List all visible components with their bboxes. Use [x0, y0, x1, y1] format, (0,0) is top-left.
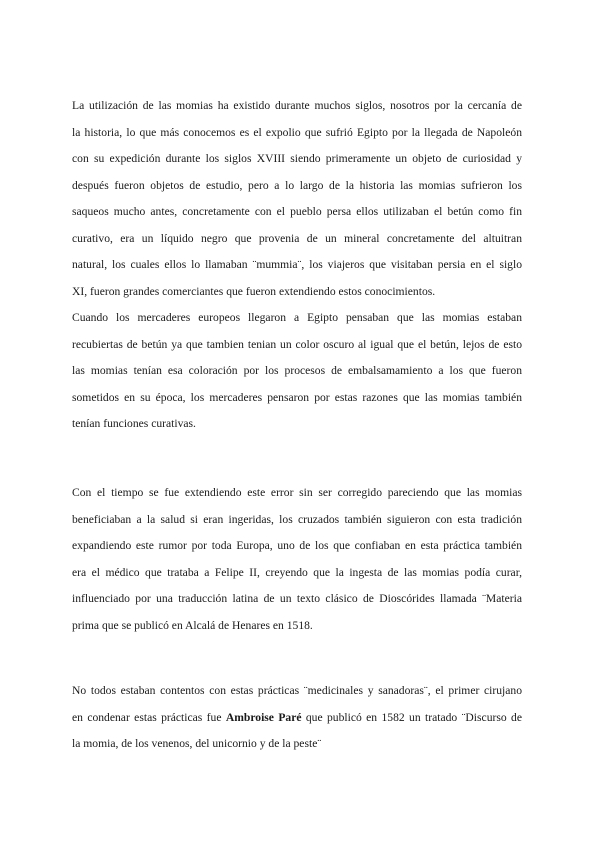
paragraph-line: Con el tiempo se fue extendiendo este error sin ser corregido pareciendo que las momias — [72, 486, 522, 499]
paragraph-line: influenciado por una traducción latina de un texto clásico de Dioscórides llamada ¨Materia — [72, 592, 522, 605]
line-text-after-name: que publicó en 1582 un tratado ¨Discurso de — [301, 710, 522, 724]
author-name-bold: Ambroise Paré — [225, 710, 302, 724]
paragraph-1 — [72, 93, 522, 438]
paragraph-line: curativo, era un líquido negro que provenia de un mineral concretamente del altuitran — [72, 231, 522, 245]
paragraph-line: beneficiaban a la salud si eran ingeridas, los cruzados también siguieron con esta tradición — [72, 512, 522, 526]
paragraph-line: la historia, lo que más conocemos es el expolio que sufrió Egipto por la llegada de Napoleón — [72, 125, 522, 139]
paragraph-line: natural, los cuales ellos lo llamaban ¨mummia¨, los viajeros que visitaban persia en el siglo — [72, 258, 522, 271]
paragraph-line: después fueron objetos de estudio, pero a lo largo de la historia las momias sufrieron los — [72, 178, 522, 192]
paragraph-3 — [72, 678, 522, 758]
paragraph-line: con su expedición durante los siglos XVIII siendo primeramente un objeto de curiosidad y — [72, 152, 522, 165]
paragraph-line: La utilización de las momias ha existido durante muchos siglos, nosotros por la cercanía de — [72, 99, 522, 112]
paragraph-2 — [72, 480, 522, 639]
paragraph-line: era el médico que trataba a Felipe II, creyendo que la ingesta de las momias podía curar, — [72, 565, 522, 579]
paragraph-line: XI, fueron grandes comerciantes que fueron extendiendo estos conocimientos. — [72, 284, 436, 298]
paragraph-line: No todos estaban contentos con estas prácticas ¨medicinales y sanadoras¨, el primer cirujano — [72, 684, 522, 697]
line-text-before-name: en condenar estas prácticas fue — [72, 710, 226, 724]
paragraph-line: las momias tenían esa coloración por los procesos de embalsamamiento a los que fueron — [72, 364, 522, 377]
paragraph-line — [72, 705, 522, 732]
paragraph-line: la momia, de los venenos, del unicornio y de la peste¨ — [72, 737, 322, 750]
paragraph-line: saqueos mucho antes, concretamente con el pueblo persa ellos utilizaban el betún como fin — [72, 205, 522, 218]
paragraph-line: sometidos en su época, los mercaderes pensaron por estas razones que las momias también — [72, 390, 522, 404]
paragraph-line: tenían funciones curativas. — [72, 417, 196, 430]
paragraph-line: expandiendo este rumor por toda Europa, uno de los que confiaban en esta práctica también — [72, 539, 522, 552]
paragraph-line: recubiertas de betún ya que tambien tenian un color oscuro al igual que el betún, lejos de esto — [72, 337, 522, 351]
paragraph-line: Cuando los mercaderes europeos llegaron a Egipto pensaban que las momias estaban — [72, 311, 522, 324]
paragraph-line: prima que se publicó en Alcalá de Henares en 1518. — [72, 618, 313, 632]
